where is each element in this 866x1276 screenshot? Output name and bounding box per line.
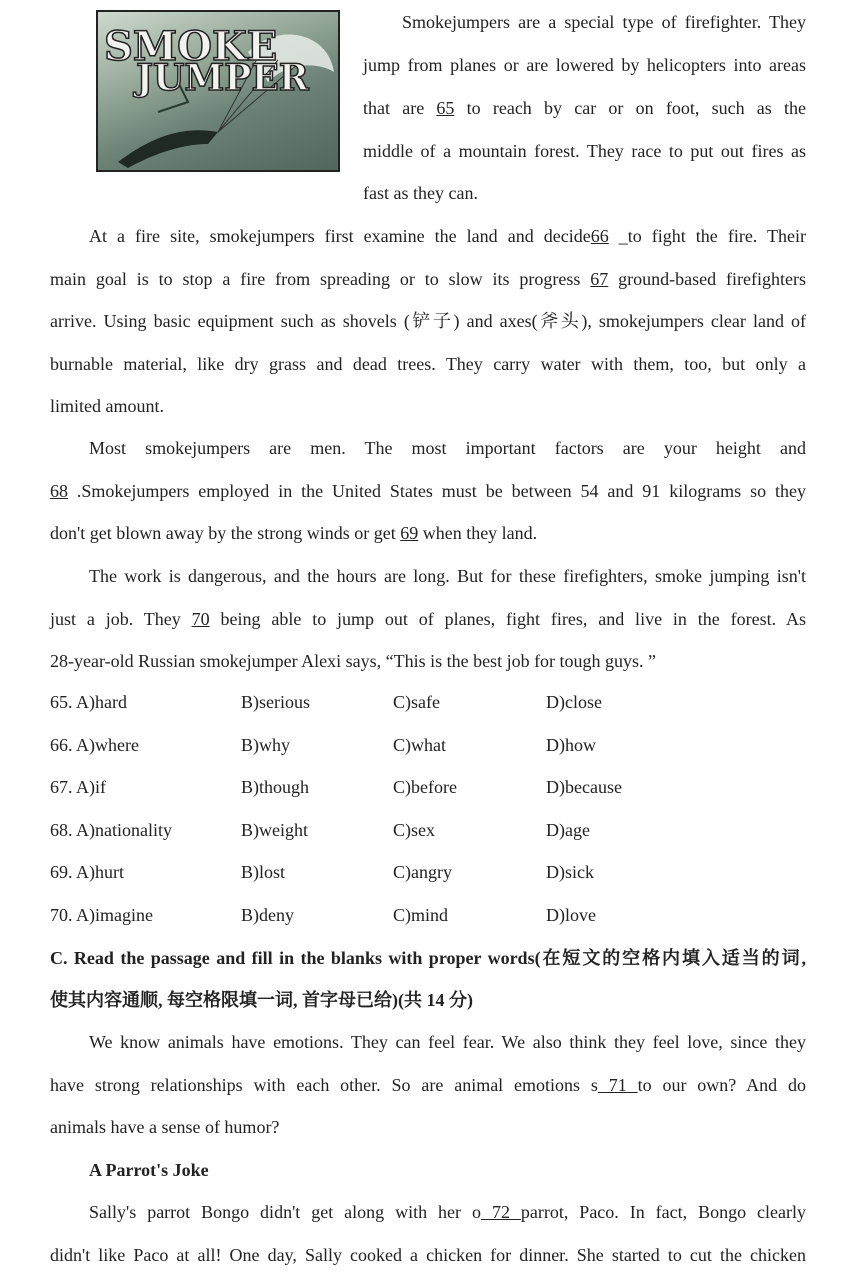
blank-number: 69 [400, 523, 419, 544]
question-option: 70. A)imagine [50, 905, 153, 925]
question-option: D)age [546, 819, 590, 840]
blank-number: 65 [436, 98, 455, 118]
smoke-jumper-logo [96, 10, 340, 172]
question-option: 66. A)where [50, 734, 139, 755]
text-run: Sally's parrot Bongo didn't get along with her o [89, 1202, 481, 1222]
logo-text-line2: JUMPER [136, 57, 309, 99]
question-option: 65. A)hard [50, 692, 127, 712]
paragraph-6-line [89, 1200, 806, 1224]
blank-number: 67 [590, 268, 609, 289]
text-run: that are [363, 98, 437, 118]
blank-number: 72 [481, 1202, 521, 1222]
paragraph-3-line [50, 521, 537, 545]
question-option: D)love [546, 905, 596, 925]
paragraph-2-line [89, 224, 806, 248]
text-run: .Smokejumpers employed in the United States must be between 54 and 91 kilograms so they [68, 480, 806, 501]
section-heading: 使其内容通顺, 每空格限填一词, 首字母已给)(共 14 分) [50, 990, 473, 1010]
question-option: 68. A)nationality [50, 819, 172, 840]
question-option: C)sex [393, 819, 435, 840]
paragraph-2-line: arrive. Using basic equipment such as shovels (铲子) and axes(斧头), smokejumpers clear land of [50, 311, 806, 332]
paragraph-2-line [50, 267, 806, 291]
intro-line: jump from planes or are lowered by helicopters into areas [363, 55, 806, 75]
text-run: _to fight the fire. Their [608, 226, 806, 246]
question-option: D)how [546, 734, 596, 755]
intro-line [363, 96, 806, 120]
paragraph-4-line: The work is dangerous, and the hours are long. But for these firefighters, smoke jumping isn't [89, 566, 806, 586]
paragraph-4-line: 28-year-old Russian smokejumper Alexi says, “This is the best job for tough guys. ” [50, 651, 657, 672]
text-run: just a job. They [50, 608, 192, 629]
question-option: 69. A)hurt [50, 862, 124, 883]
paragraph-5-line [50, 1073, 806, 1097]
logo-text-line1: SMOKE [104, 23, 278, 70]
question-option: D)because [546, 777, 622, 798]
text-run: being able to jump out of planes, fight fires, and live in the forest. As [209, 608, 806, 629]
question-option: B)serious [241, 692, 310, 712]
question-option: B)though [241, 777, 310, 798]
question-option: D)close [546, 692, 602, 712]
paragraph-5-line: We know animals have emotions. They can feel fear. We also think they feel love, since they [89, 1032, 806, 1052]
logo-artwork [98, 12, 338, 170]
question-option: C)mind [393, 905, 449, 925]
paragraph-3-line [50, 479, 806, 503]
text-run: have strong relationships with each other. So are animal emotions s [50, 1074, 598, 1095]
question-option: 67. A)if [50, 777, 106, 798]
text-run: parrot, Paco. In fact, Bongo clearly [520, 1202, 807, 1222]
section-heading: C. Read the passage and fill in the blanks with proper words(在短文的空格内填入适当的词, [50, 948, 806, 968]
question-option: B)weight [241, 819, 308, 840]
text-run: main goal is to stop a fire from spreading or to slow its progress [50, 268, 591, 289]
blank-number: 70 [191, 608, 210, 629]
question-option: C)what [393, 734, 446, 755]
question-option: B)lost [241, 862, 286, 883]
paragraph-5-line: animals have a sense of humor? [50, 1117, 280, 1138]
paragraph-4-line [50, 607, 806, 631]
subheading: A Parrot's Joke [89, 1160, 209, 1180]
paragraph-6-line: didn't like Paco at all! One day, Sally cooked a chicken for dinner. She started to cut the chicken [50, 1244, 806, 1265]
text-run: ground-based firefighters [608, 268, 806, 289]
paragraph-2-line: limited amount. [50, 396, 164, 417]
question-option: D)sick [546, 862, 594, 883]
paragraph-3-line: Most smokejumpers are men. The most important factors are your height and [89, 438, 806, 458]
paragraph-2-line: burnable material, like dry grass and dead trees. They carry water with them, too, but only a [50, 353, 806, 374]
text-run: to our own? And do [637, 1074, 806, 1095]
blank-number: 68 [50, 480, 68, 501]
question-option: C)safe [393, 692, 440, 712]
question-option: C)before [393, 777, 457, 798]
intro-line: middle of a mountain forest. They race to put out fires as [363, 141, 806, 161]
question-option: B)deny [241, 905, 294, 925]
text-run: to reach by car or on foot, such as the [454, 98, 806, 118]
blank-number: 66 [590, 226, 609, 246]
intro-line: fast as they can. [363, 183, 478, 203]
text-run: don't get blown away by the strong winds or get [50, 523, 401, 544]
text-run: At a fire site, smokejumpers first examine the land and decide [89, 226, 591, 246]
intro-line: Smokejumpers are a special type of firefighter. They [402, 12, 806, 32]
blank-number: 71 [597, 1074, 638, 1095]
question-option: B)why [241, 734, 290, 755]
question-option: C)angry [393, 862, 452, 883]
text-run: when they land. [418, 523, 538, 544]
